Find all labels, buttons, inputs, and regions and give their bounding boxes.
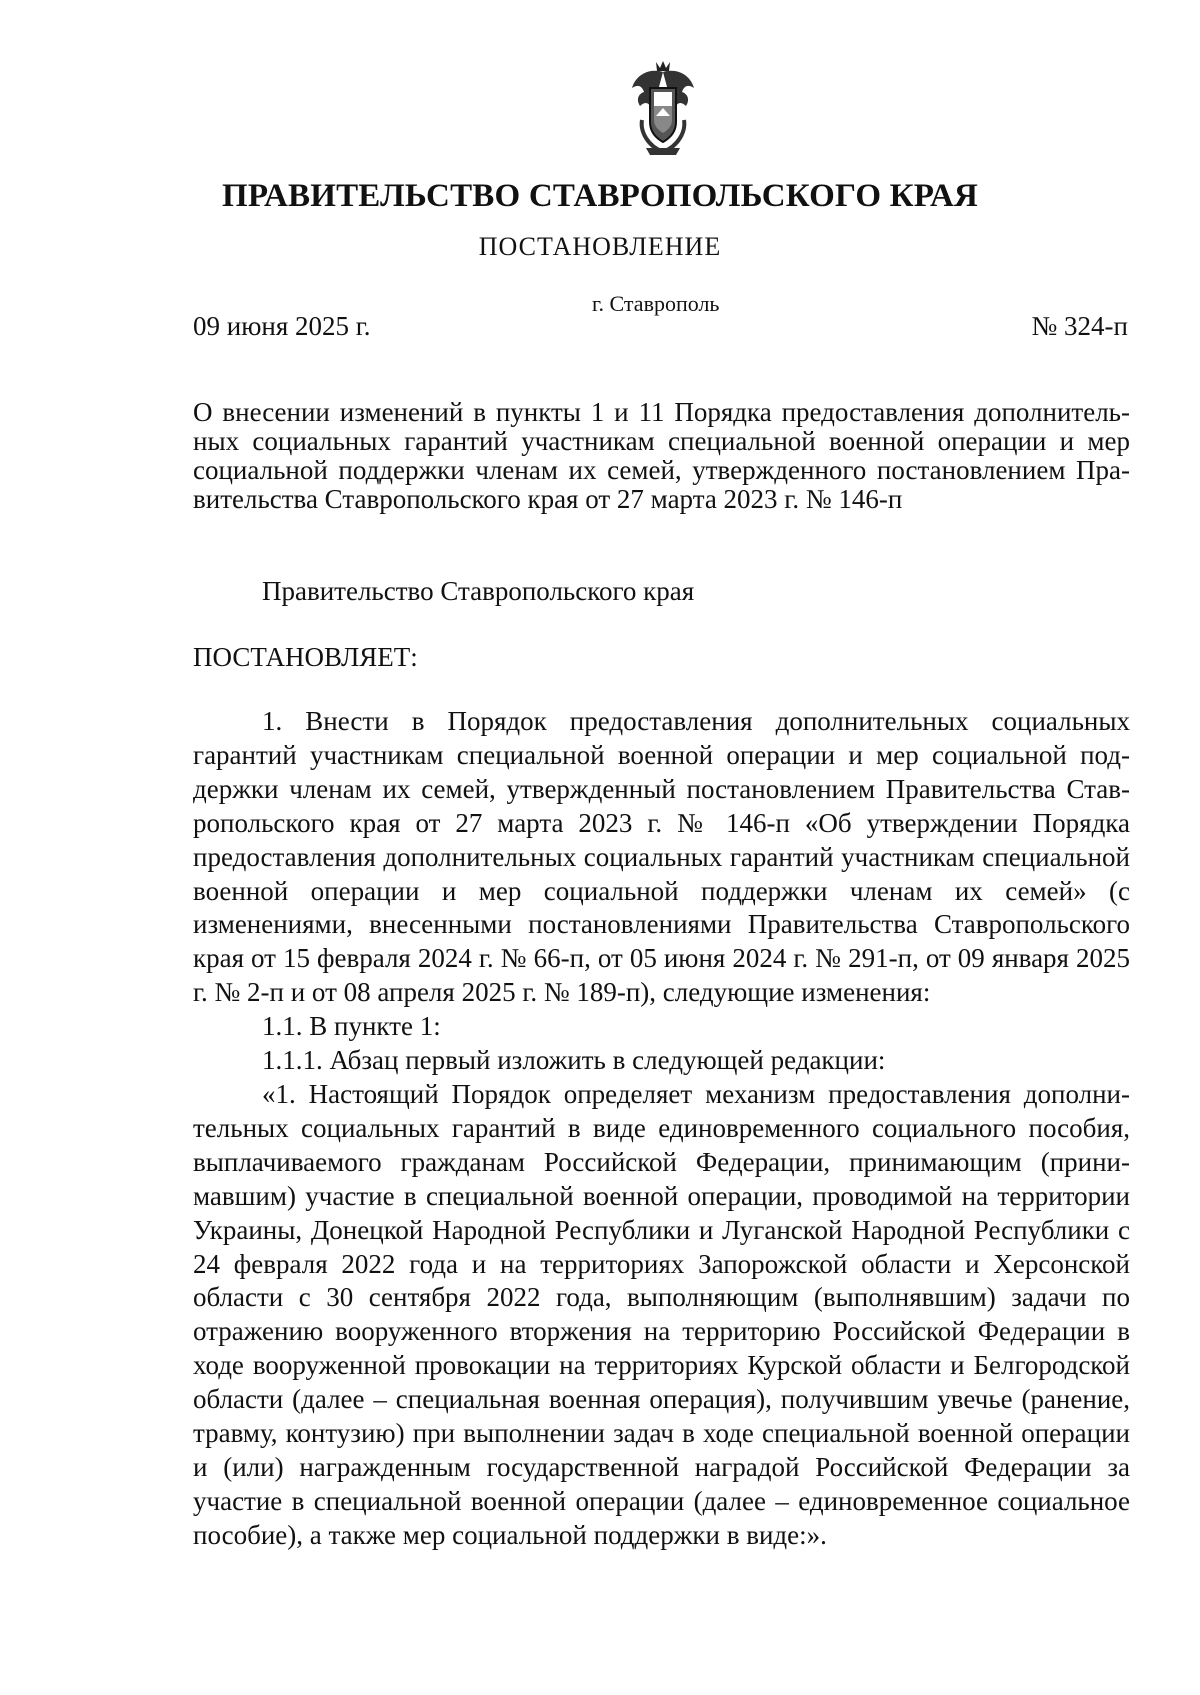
resolves-heading: ПОСТАНОВЛЯЕТ: <box>193 642 418 672</box>
paragraph-1: 1. Внести в Порядок предоставления дополнительных социальных гарантий участникам специальной военной операции и мер социальной поддержки членам их семей, утвержденный постановлением Правительства Ставропольского края от 27 марта 2023 г. № 146-п «Об утверждении Порядка предоставления дополнительных социальных гарантий участникам специальной военной операции и мер социальной поддержки членам их семей» (с изменениями, внесенными постановлениями Правительства Ставропольского края от 15 февраля 2024 г. № 66-п, от 05 июня 2024 г. № 291-п, от 09 января 2025 г. № 2-п и от 08 апреля 2025 г. № 189-п), следующие изменения: <box>193 706 1130 1008</box>
preamble: Правительство Ставропольского края <box>262 576 695 606</box>
issue-city: г. Ставрополь <box>592 291 720 316</box>
document-number: № 324-п <box>1031 311 1128 341</box>
paragraph-quote: «1. Настоящий Порядок определяет механизм предоставления дополнительных социальных гарантий в виде единовременного социального пособия, выплачиваемого гражданам Российской Федерации, принимающим (принимавшим) участие в специальной военной операции, проводимой на территории Украины, Донецкой Народной Республики и Луганской Народной Республики с 24 февраля 2022 года и на территориях Запорожской области и Херсонской области с 30 сентября 2022 года, выполняющим (выполнявшим) задачи по отражению вооруженного вторжения на территорию Российской Федерации в ходе вооруженной провокации на территориях Курской области и Белгородской области (далее – специальная военная операция), получившим увечье (ранение, травму, контузию) при выполнении задач в ходе специальной военной операции и (или) награжденным государственной наградой Российской Федерации за участие в специальной военной операции (далее – единовременное социальное пособие), а также мер социальной поддержки в виде:». <box>193 1078 1130 1550</box>
paragraph-1-1-1: 1.1.1. Абзац первый изложить в следующей редакции: <box>262 1045 886 1076</box>
issue-date: 09 июня 2025 г. <box>193 311 371 341</box>
paragraph-1-1: 1.1. В пункте 1: <box>262 1011 441 1042</box>
organization-heading: ПРАВИТЕЛЬСТВО СТАВРОПОЛЬСКОГО КРАЯ <box>221 178 979 214</box>
document-type: ПОСТАНОВЛЕНИЕ <box>478 232 722 261</box>
document-title: О внесении изменений в пункты 1 и 11 Порядка предоставления дополнительных социальных гарантий участникам специальной военной операции и мер социальной поддержки членам их семей, утвержденного постановлением Правительства Ставропольского края от 27 марта 2023 г. № 146-п <box>193 397 1130 514</box>
document-body <box>193 705 1130 1553</box>
coat-of-arms-icon <box>626 58 700 158</box>
